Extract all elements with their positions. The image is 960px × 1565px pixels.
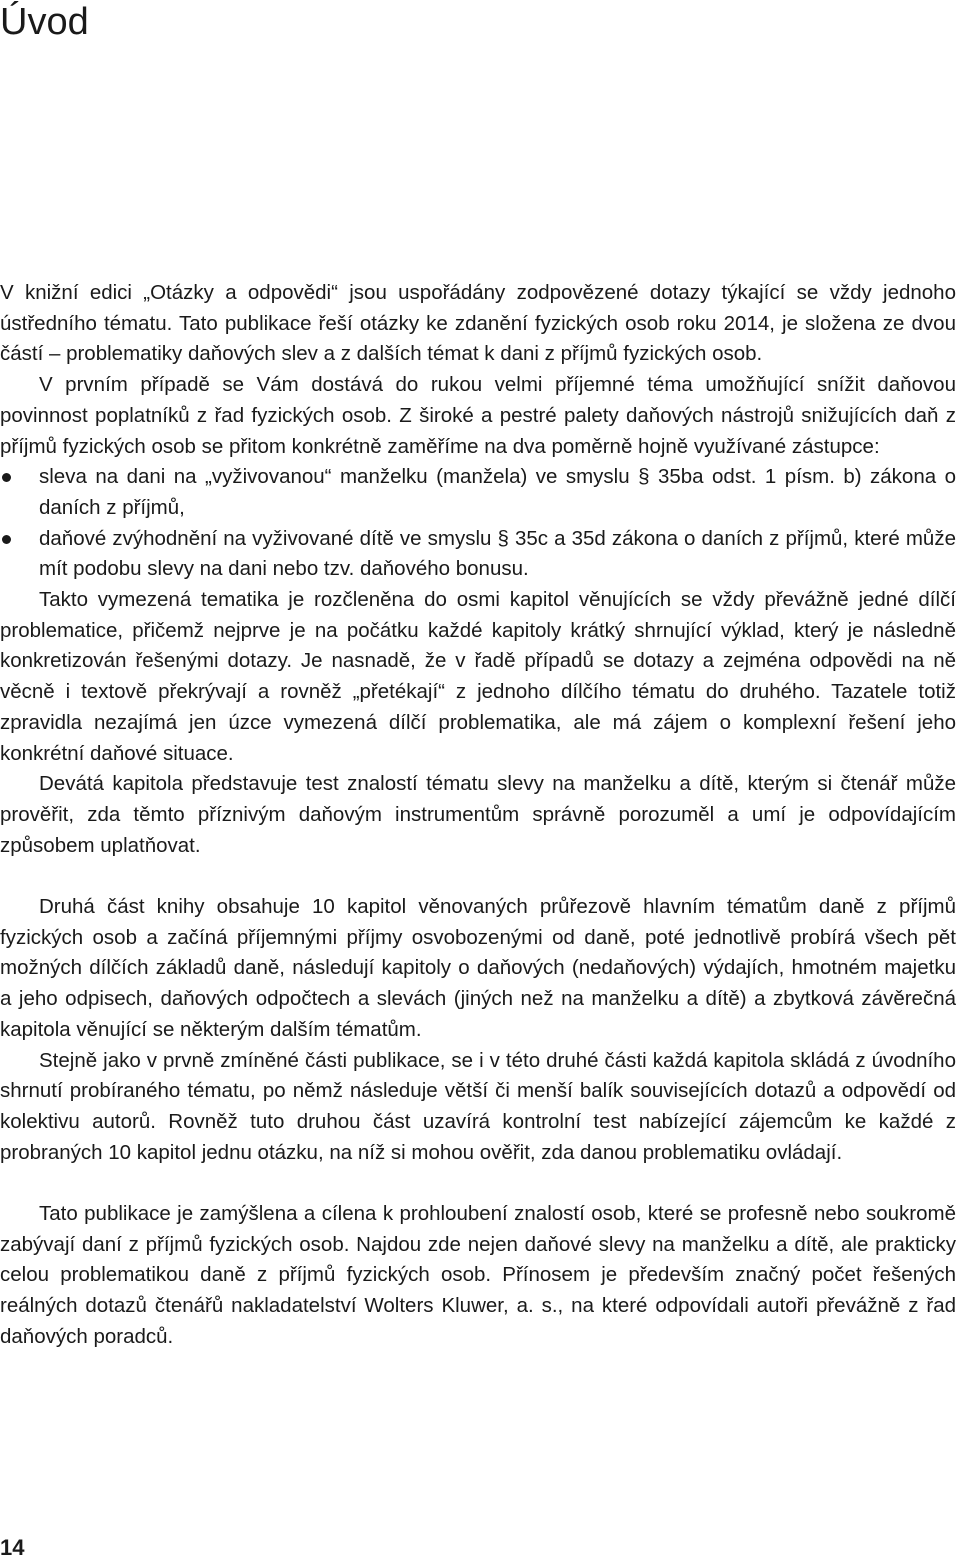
list-item-text: daňové zvýhodnění na vyživované dítě ve smyslu § 35c a 35d zákona o daních z příjmů, které může mít podobu slevy na dani nebo tzv. daňového bonusu. bbox=[39, 526, 956, 581]
page-number: 14 bbox=[0, 1535, 25, 1560]
bullet-icon bbox=[2, 535, 11, 544]
paragraph-chapter-nine: Devátá kapitola představuje test znalostí tématu slevy na manželku a dítě, kterým si čtenář může prověřit, zda těmto příznivým daňovým instrumentům správně porozuměl a umí je odpovídajícím způsobem uplatňovat. bbox=[0, 772, 956, 857]
list-item bbox=[0, 462, 956, 523]
bullet-list bbox=[0, 462, 956, 585]
body-text bbox=[0, 278, 956, 1353]
paragraph-second-part: Druhá část knihy obsahuje 10 kapitol věnovaných průřezově hlavním tématům daně z příjmů fyzických osob a začíná příjemnými příjmy osvobozenými od daně, poté jednotlivě probírá všech pět možných dílčích základů daně, následují kapitoly o daňových (nedaňových) výdajích, hmotném majetku a jeho odpisech, daňových odpočtech a slevách (jiných než na manželku a dítě) a zbytková závěrečná kapitola věnující se některým dalším tématům. bbox=[0, 895, 956, 1041]
page-title: Úvod bbox=[0, 1, 89, 43]
paragraph-structure: Stejně jako v prvně zmíněné části publikace, se i v této druhé části každá kapitola skládá z úvodního shrnutí probíraného tématu, po němž následuje větší či menší balík souvisejících dotazů a odpovědí od kolektivu autorů. Rovněž tuto druhou část uzavírá kontrolní test nabízející zájemcům ke každé z probraných 10 kapitol jednu otázku, na níž si mohou ověřit, zda danou problematiku ovládají. bbox=[0, 1048, 956, 1164]
list-item-text: sleva na dani na „vyživovanou“ manželku (manžela) ve smyslu § 35ba odst. 1 písm. b) zákona o daních z příjmů, bbox=[39, 465, 956, 519]
paragraph-first-case: V prvním případě se Vám dostává do rukou velmi příjemné téma umožňující snížit daňovou povinnost poplatníků z řad fyzických osob. Z široké a pestré palety daňových nástrojů snižujících daň z příjmů fyzických osob se přitom konkrétně zaměříme na dva poměrně hojně využívané zástupce: bbox=[0, 373, 956, 458]
bullet-icon bbox=[2, 473, 11, 482]
intro-paragraph: V knižní edici „Otázky a odpovědi“ jsou uspořádány zodpovězené dotazy týkající se vždy jednoho ústředního tématu. Tato publikace řeší otázky ke zdanění fyzických osob roku 2014, je složena ze dvou částí – problematiky daňových slev a z dalších témat k dani z příjmů fyzických osob. bbox=[0, 281, 956, 366]
list-item bbox=[0, 524, 956, 585]
paragraph-audience: Tato publikace je zamýšlena a cílena k prohloubení znalostí osob, které se profesně nebo soukromě zabývají daní z příjmů fyzických osob. Najdou zde nejen daňové slevy na manželku a dítě, ale prakticky celou problematikou daně z příjmů fyzických osob. Přínosem je především značný počet řešených reálných dotazů čtenářů nakladatelství Wolters Kluwer, a. s., na které odpovídali autoři převážně z řad daňových poradců. bbox=[0, 1202, 956, 1348]
paragraph-chapters: Takto vymezená tematika je rozčleněna do osmi kapitol věnujících se vždy převážně jedné dílčí problematice, přičemž nejprve je na počátku každé kapitoly krátký shrnující výklad, který je následně konkretizován řešenými dotazy. Je nasnadě, že v řadě případů se dotazy a zejména odpovědi na ně věcně i textově překrývají a rovněž „přetékají“ z jednoho dílčího tématu do druhého. Tazatele totiž zpravidla nezajímá jen úzce vymezená dílčí problematika, ale má zájem o komplexní řešení jeho konkrétní daňové situace. bbox=[0, 588, 956, 765]
